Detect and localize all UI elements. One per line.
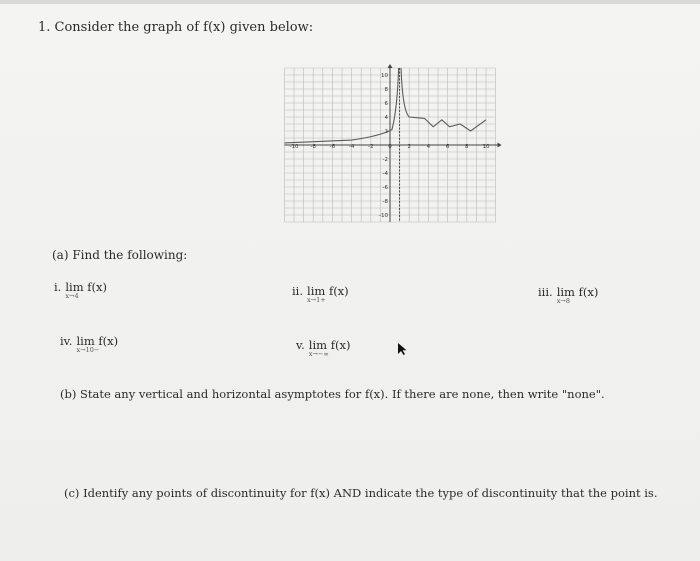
x-tick-label: -4 — [348, 144, 355, 150]
limit-word: lim x→−∞ — [308, 338, 329, 358]
x-tick-label: -10 — [289, 144, 299, 150]
limit-subscript: x→1+ — [307, 296, 326, 304]
limit-subscript: x→−∞ — [308, 350, 329, 358]
x-tick-label: 8 — [465, 144, 469, 150]
y-tick-label: 10 — [381, 73, 388, 79]
limit-item-v — [296, 338, 351, 358]
y-tick-label: 4 — [384, 115, 388, 121]
limit-item-iii — [538, 285, 599, 305]
y-tick-label: -2 — [382, 157, 388, 163]
limit-number: iii. — [538, 285, 553, 299]
limit-function: f(x) — [330, 338, 351, 352]
limit-function: f(x) — [98, 334, 119, 348]
question-title: 1. Consider the graph of f(x) given below: — [38, 20, 314, 35]
mouse-pointer-icon — [396, 342, 410, 356]
y-tick-label: -8 — [382, 199, 388, 205]
limit-item-iv — [60, 334, 119, 354]
y-tick-label: -10 — [379, 213, 388, 219]
y-tick-label: 2 — [384, 129, 388, 135]
x-tick-label: 0 — [388, 144, 392, 150]
y-axis-arrow — [388, 64, 393, 68]
x-tick-label: 10 — [482, 144, 490, 150]
limit-subscript: x→4 — [65, 292, 79, 300]
part-c-question: (c) Identify any points of discontinuity for f(x) AND indicate the type of discontinuity that the point is. — [64, 486, 658, 500]
y-tick-label: -6 — [382, 185, 388, 191]
y-tick-label: 6 — [384, 101, 388, 107]
x-axis-arrow — [498, 143, 502, 148]
graph-axes — [284, 64, 501, 222]
limit-subscript: x→10− — [76, 346, 100, 354]
x-tick-label: -6 — [329, 144, 336, 150]
limit-subscript: x→8 — [556, 297, 570, 305]
limit-number: i. — [54, 280, 62, 294]
limit-item-i — [54, 280, 107, 300]
limit-word: lim x→10− — [76, 334, 100, 354]
limit-item-ii — [292, 284, 349, 304]
limit-word: lim x→8 — [556, 285, 575, 305]
limit-function: f(x) — [328, 284, 349, 298]
function-graph — [289, 55, 506, 221]
x-tick-label: -8 — [310, 144, 316, 150]
curve-left-branch — [284, 68, 398, 143]
x-tick-label: -2 — [368, 144, 374, 150]
x-tick-label: 2 — [407, 144, 411, 150]
part-a-heading: (a) Find the following: — [52, 248, 188, 262]
y-tick-label: -4 — [382, 171, 388, 177]
limit-word: lim x→4 — [65, 280, 84, 300]
curve-right-branch — [401, 68, 486, 131]
limit-number: iv. — [60, 334, 73, 348]
limit-function: f(x) — [578, 285, 599, 299]
limit-word: lim x→1+ — [307, 284, 326, 304]
limit-number: ii. — [292, 284, 304, 298]
x-tick-label: 4 — [426, 144, 431, 150]
part-b-question: (b) State any vertical and horizontal asymptotes for f(x). If there are none, then write "none". — [60, 387, 605, 401]
limit-function: f(x) — [87, 280, 107, 294]
x-tick-label: 6 — [445, 144, 450, 150]
limit-number: v. — [296, 338, 305, 352]
page-top-edge — [0, 0, 700, 4]
y-tick-label: 8 — [384, 87, 388, 93]
